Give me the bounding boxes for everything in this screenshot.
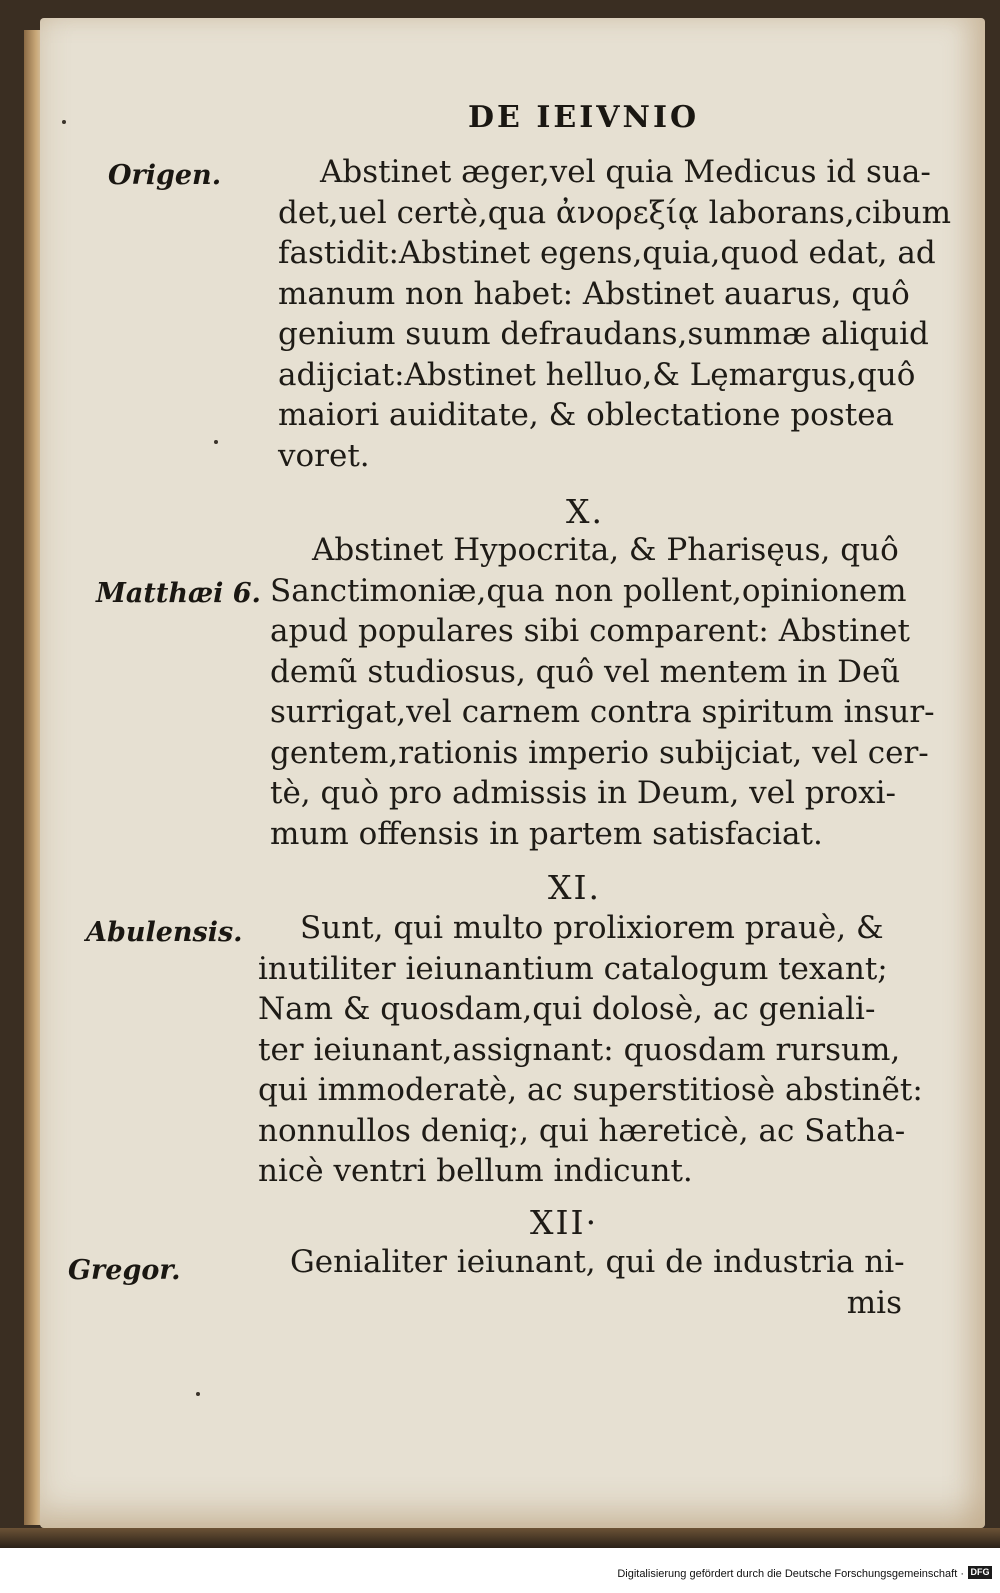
running-head: DE IEIVNIO xyxy=(468,100,700,135)
catchword: mis xyxy=(846,1284,902,1321)
scan-bottom-edge xyxy=(0,1528,1000,1548)
funding-notice: Digitalisierung gefördert durch die Deutsche Forschungsgemeinschaft · xyxy=(617,1568,964,1580)
marginal-note-matthaei: Matthæi 6. xyxy=(96,578,261,609)
text-line: adijciat:Abstinet helluo,& Lęmargus,quô xyxy=(278,356,916,393)
marginal-note-gregor: Gregor. xyxy=(68,1255,181,1286)
text-line: nonnullos deniq;, qui hæreticè, ac Satha- xyxy=(258,1112,906,1149)
text-line: apud populares sibi comparent: Abstinet xyxy=(270,613,910,649)
dfg-logo: DFG xyxy=(968,1566,992,1579)
paper-speck xyxy=(62,120,66,124)
text-line: Sanctimoniæ,qua non pollent,opinionem xyxy=(270,572,907,609)
text-line: ter ieiunant,assignant: quosdam rursum, xyxy=(258,1031,901,1068)
text-line: fastidit:Abstinet egens,quia,quod edat, ad xyxy=(278,235,936,271)
text-line: Abstinet Hypocrita, & Pharisęus, quô xyxy=(312,532,899,568)
text-line: tè, quò pro admissis in Deum, vel proxi- xyxy=(270,775,896,811)
text-line: Nam & quosdam,qui dolosè, ac geniali- xyxy=(258,991,876,1027)
paragraph-2 xyxy=(270,530,935,854)
paper-speck xyxy=(214,440,218,444)
text-line: demũ studiosus, quô vel mentem in Deũ xyxy=(270,653,901,690)
section-number: X. xyxy=(566,492,604,531)
marginal-note-origen: Origen. xyxy=(108,160,222,191)
section-number: XII· xyxy=(530,1203,599,1242)
text-line: Sunt, qui multo prolixiorem prauè, & xyxy=(300,910,884,946)
paragraph-3 xyxy=(258,908,923,1192)
text-line: mum offensis in partem satisfaciat. xyxy=(270,815,823,852)
text-line: nicè ventri bellum indicunt. xyxy=(258,1153,693,1189)
text-line: gentem,rationis imperio subijciat, vel cer- xyxy=(270,734,929,771)
paper-speck xyxy=(196,1392,200,1396)
text-line: surrigat,vel carnem contra spiritum insur- xyxy=(270,694,935,730)
text-line: maiori auiditate, & oblectatione postea xyxy=(278,397,895,433)
text-line: inutiliter ieiunantium catalogum texant; xyxy=(258,950,888,987)
text-line: genium suum defraudans,summæ aliquid xyxy=(278,316,929,352)
paragraph-1 xyxy=(278,152,952,476)
text-line: manum non habet: Abstinet auarus, quô xyxy=(278,275,910,312)
text-line: det,uel certè,qua ἀνορεξίᾳ laborans,cibum xyxy=(278,194,952,231)
text-line: Abstinet æger,vel quia Medicus id sua- xyxy=(320,154,931,190)
text-line: voret. xyxy=(278,437,370,474)
section-number: XI. xyxy=(548,868,602,907)
paragraph-4 xyxy=(248,1242,905,1323)
text-line: Genialiter ieiunant, qui de industria ni- xyxy=(290,1244,905,1280)
text-line: qui immoderatè, ac superstitiosè abstinẽt: xyxy=(258,1072,923,1108)
marginal-note-abulensis: Abulensis. xyxy=(86,917,243,948)
